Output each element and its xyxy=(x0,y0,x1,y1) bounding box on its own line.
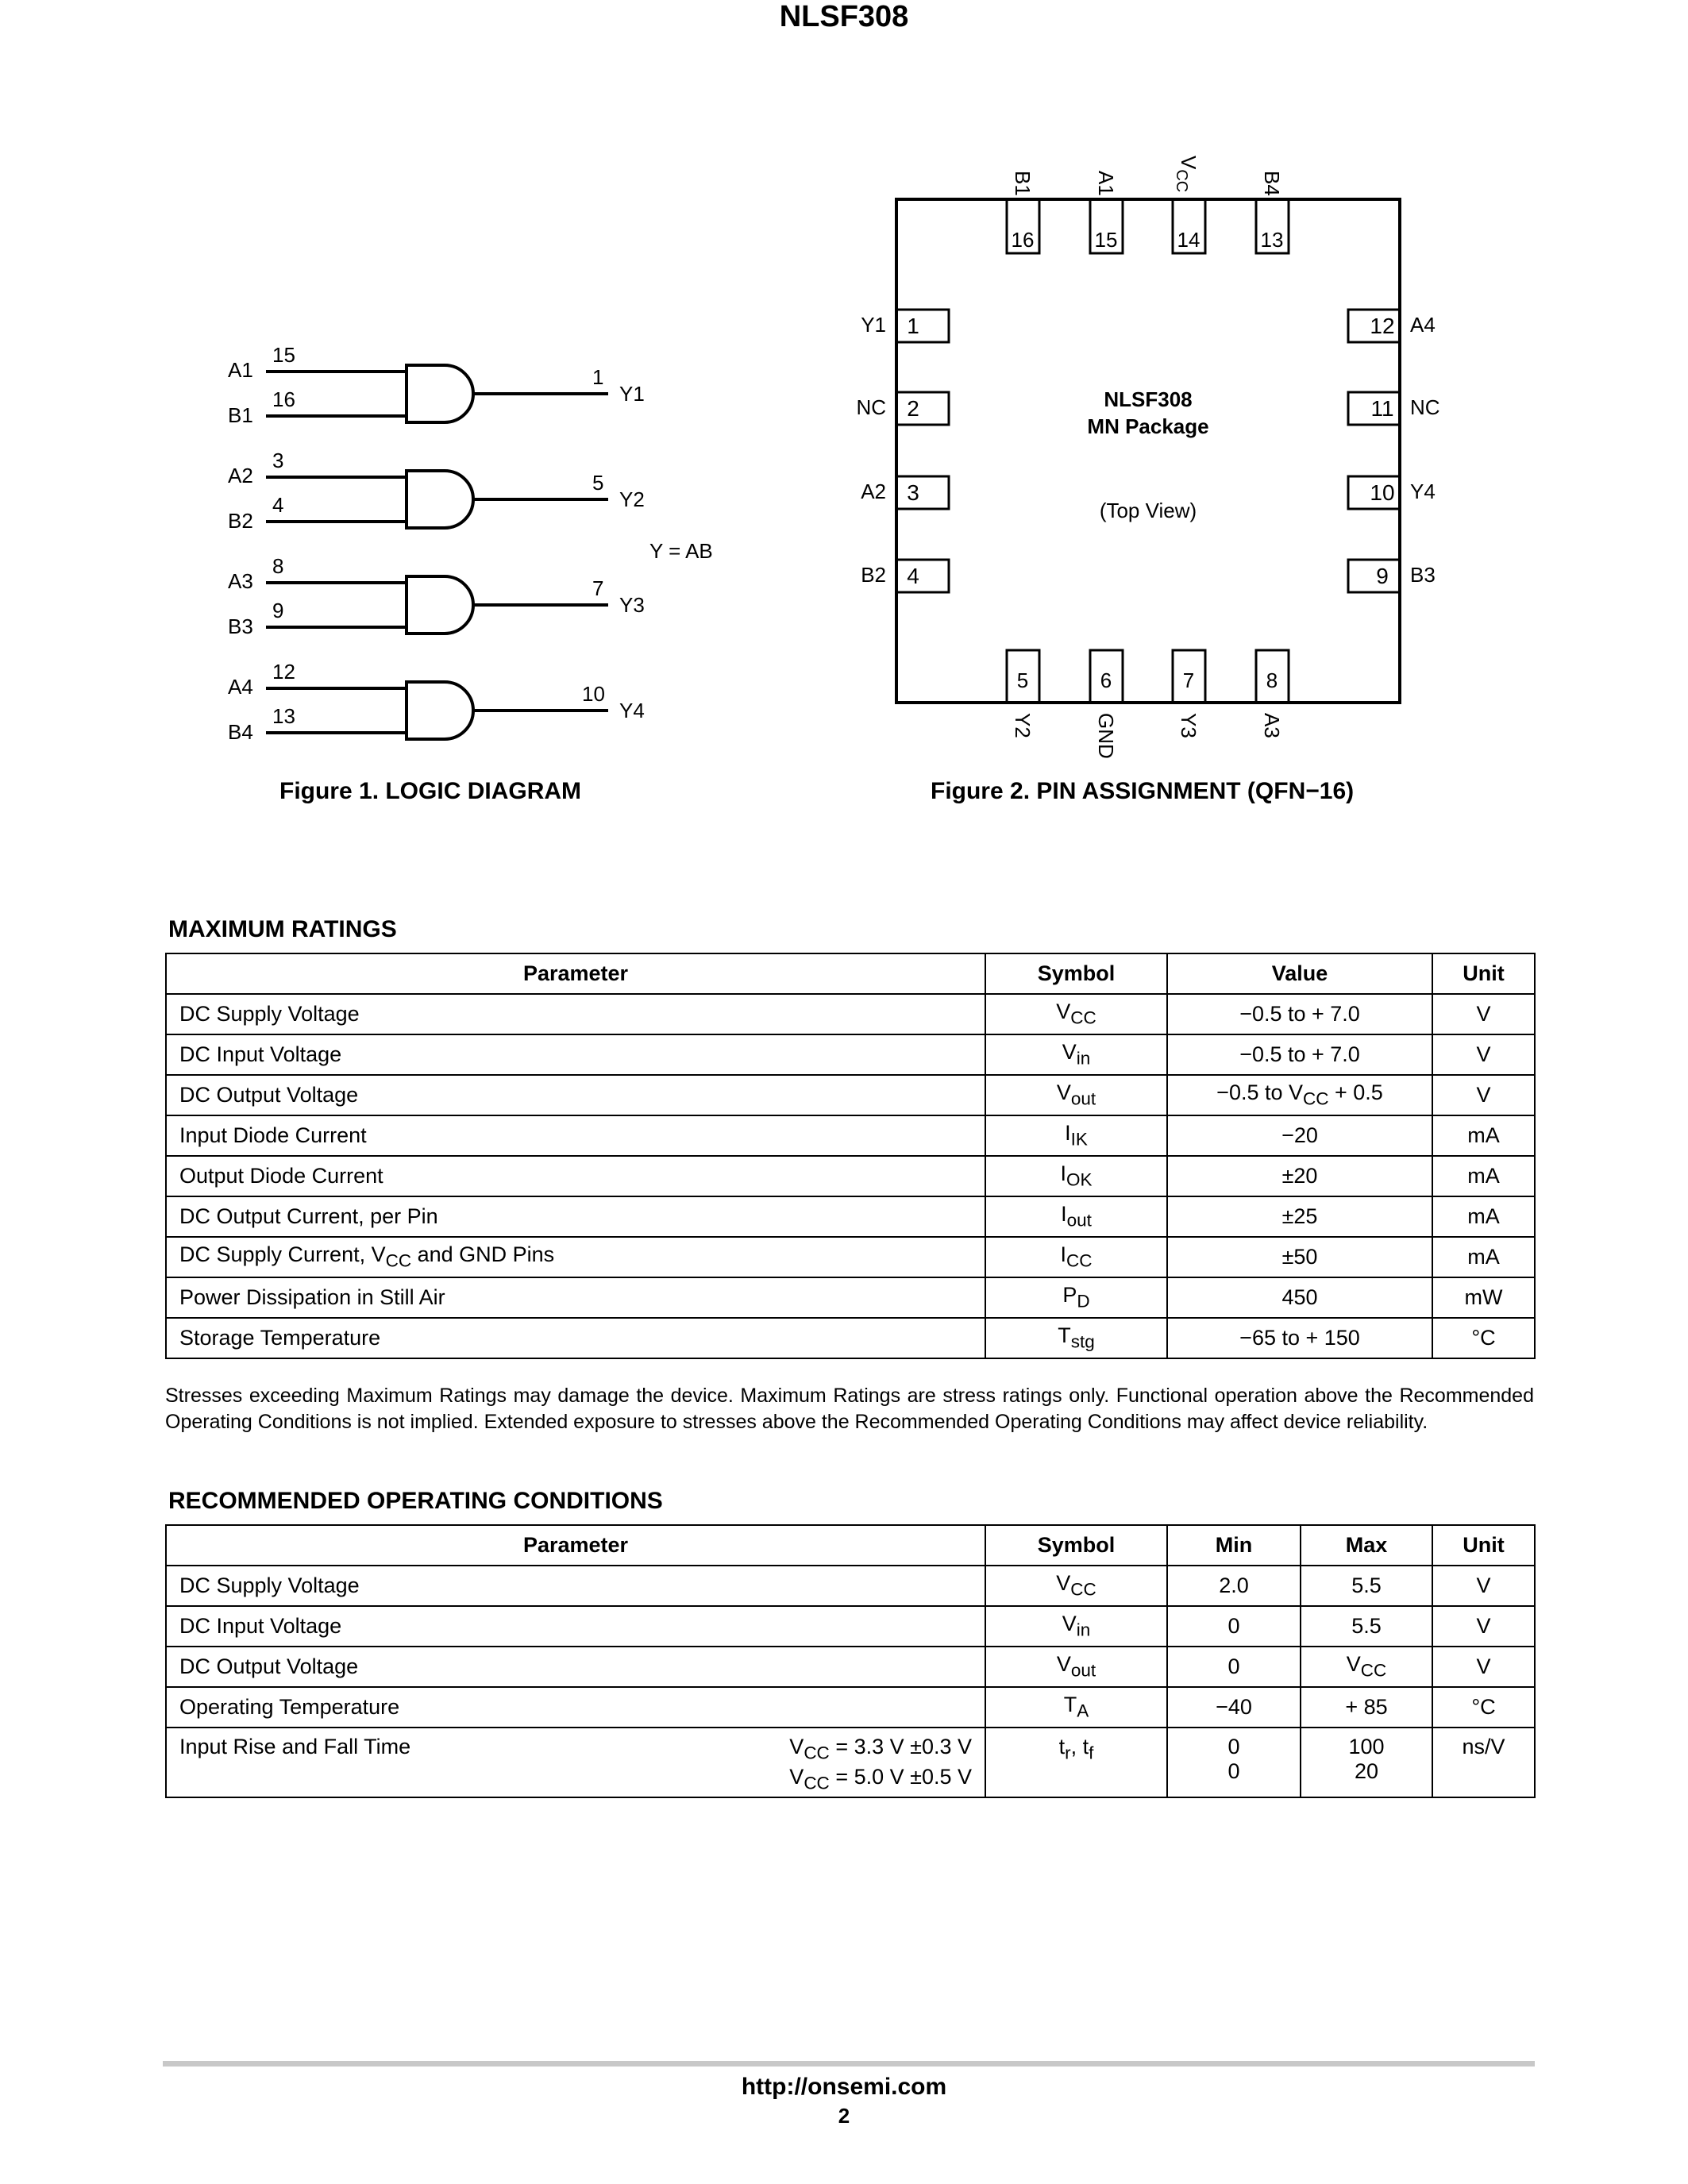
and-gate-2 xyxy=(266,471,608,528)
and-gate-1 xyxy=(266,365,608,422)
gate-pin-number: 1 xyxy=(592,365,604,389)
header-symbol: Symbol xyxy=(985,1525,1167,1566)
table-row: DC Supply Current, $V_{CC}$ and GND Pins $I_{CC}$ ±50 mA xyxy=(166,1237,1535,1277)
gate-input-label: A4 xyxy=(228,675,253,699)
gate-input-label: A3 xyxy=(228,569,253,593)
table-row: DC Output Current, per Pin $I_{out}$ ±25 mA xyxy=(166,1196,1535,1237)
header-parameter: Parameter xyxy=(166,1525,985,1566)
pin-label: B3 xyxy=(1410,563,1436,587)
package-type: MN Package xyxy=(1087,414,1209,438)
gate-output-label: Y2 xyxy=(619,487,645,511)
figure-2-caption: Figure 2. PIN ASSIGNMENT (QFN−16) xyxy=(931,778,1355,804)
rise-fall-conditions: $V_{CC} = 3.3$ V ±0.3 V $V_{CC} = 5.0$ V ±0.5 V xyxy=(789,1735,972,1793)
page-title: NLSF308 xyxy=(779,0,909,33)
header-value: Value xyxy=(1167,953,1432,994)
and-gate-4 xyxy=(266,682,608,739)
header-min: Min xyxy=(1167,1525,1301,1566)
pin-number: 12 xyxy=(1370,314,1395,338)
pin-pad xyxy=(1348,560,1400,592)
pin-label: GND xyxy=(1094,713,1118,759)
pin-number: 2 xyxy=(907,396,919,421)
pin-label: A1 xyxy=(1094,171,1118,196)
pin-number: 7 xyxy=(1182,668,1195,692)
table-row: DC Input Voltage $V_{in}$ −0.5 to + 7.0 V xyxy=(166,1034,1535,1075)
header-max: Max xyxy=(1301,1525,1432,1566)
page-number: 2 xyxy=(838,2104,850,2128)
gate-pin-number: 7 xyxy=(592,576,604,600)
pin-pad xyxy=(896,310,949,342)
gate-input-label: A1 xyxy=(228,358,253,382)
pin-pad xyxy=(896,476,949,509)
pin-label: A3 xyxy=(1260,713,1284,738)
table-row: DC Output Voltage $V_{out}$ 0 $V_{CC}$ V xyxy=(166,1647,1535,1687)
max-ratings-table xyxy=(165,953,1536,1359)
footer-url[interactable]: http://onsemi.com xyxy=(741,2074,947,2100)
pin-number: 9 xyxy=(1376,564,1389,588)
logic-equation: Y = AB xyxy=(649,539,713,563)
gate-output-label: Y4 xyxy=(619,699,645,722)
pin-number: 1 xyxy=(907,314,919,338)
pin-pad xyxy=(896,392,949,425)
gate-pin-number: 16 xyxy=(272,387,295,411)
figures xyxy=(0,0,1688,873)
gate-input-label: B1 xyxy=(228,403,253,427)
table-row: Power Dissipation in Still Air $P_D$ 450 mW xyxy=(166,1277,1535,1318)
rec-conditions-table xyxy=(165,1524,1536,1798)
stress-note: Stresses exceeding Maximum Ratings may damage the device. Maximum Ratings are stress ratings only. Functional operation above the Recommended Operating Conditions is not implied. Extended exposure to stresses above the Recommended Operating Conditions may affect device reliability. xyxy=(165,1385,1534,1433)
pin-label: A2 xyxy=(861,480,886,503)
pin-label: NC xyxy=(1410,395,1440,419)
qfn-package xyxy=(896,199,1400,703)
table-row: Operating Temperature $T_A$ −40 + 85 °C xyxy=(166,1687,1535,1728)
table-row: DC Supply Voltage $V_{CC}$ −0.5 to + 7.0 V xyxy=(166,994,1535,1034)
table-row: Input Diode Current $I_{IK}$ −20 mA xyxy=(166,1115,1535,1156)
pin-label: Y1 xyxy=(861,313,886,337)
pin-label: B2 xyxy=(861,563,886,587)
pin-number: 4 xyxy=(907,564,919,588)
table-header-row xyxy=(166,1525,1535,1566)
table-row: DC Supply Voltage $V_{CC}$ 2.0 5.5 V xyxy=(166,1566,1535,1606)
gate-input-label: B2 xyxy=(228,509,253,533)
logic-diagram xyxy=(266,365,608,739)
gate-pin-number: 13 xyxy=(272,704,295,728)
pin-number: 3 xyxy=(907,480,919,505)
pin-number: 11 xyxy=(1370,396,1394,421)
table-row: DC Output Voltage $V_{out}$ −0.5 to $V_{CC} + 0.5$ V xyxy=(166,1075,1535,1115)
pin-number: 10 xyxy=(1370,480,1395,505)
table-row: DC Input Voltage $V_{in}$ 0 5.5 V xyxy=(166,1606,1535,1647)
table-row: $V_{CC} = 3.3$ V ±0.3 V $V_{CC} = 5.0$ V ±0.5 V Input Rise and Fall Time $t_r$, $t_f$ 0 0 100 20 ns/V xyxy=(166,1728,1535,1797)
pin-label: Y4 xyxy=(1410,480,1436,503)
gate-output-label: Y3 xyxy=(619,593,645,617)
pin-number: 13 xyxy=(1260,228,1284,252)
gate-pin-number: 3 xyxy=(272,449,284,472)
gate-input-label: B4 xyxy=(228,720,253,744)
gate-pin-number: 15 xyxy=(272,343,295,367)
gate-input-label: A2 xyxy=(228,464,253,487)
header-unit: Unit xyxy=(1432,1525,1535,1566)
figure-1-caption: Figure 1. LOGIC DIAGRAM xyxy=(279,778,582,804)
gate-pin-number: 8 xyxy=(272,554,284,578)
gate-output-label: Y1 xyxy=(619,382,645,406)
pin-number: 5 xyxy=(1016,668,1029,692)
pin-label: Y2 xyxy=(1011,713,1035,738)
header-unit: Unit xyxy=(1432,953,1535,994)
rec-conditions-title: RECOMMENDED OPERATING CONDITIONS xyxy=(168,1488,663,1514)
pin-number: 14 xyxy=(1177,228,1200,252)
and-gate-3 xyxy=(266,576,608,634)
pin-label-vcc: $V_{CC}$ xyxy=(1173,156,1200,193)
gate-pin-number: 10 xyxy=(582,682,605,706)
pin-number: 6 xyxy=(1100,668,1112,692)
package-name: NLSF308 xyxy=(1104,387,1193,411)
header-parameter: Parameter xyxy=(166,953,985,994)
table-header-row xyxy=(166,953,1535,994)
pin-number: 8 xyxy=(1266,668,1278,692)
pin-label: Y3 xyxy=(1177,713,1200,738)
gate-pin-number: 12 xyxy=(272,660,295,684)
pin-label: A4 xyxy=(1410,313,1436,337)
pin-label: B4 xyxy=(1260,171,1284,196)
header-symbol: Symbol xyxy=(985,953,1167,994)
gate-input-label: B3 xyxy=(228,614,253,638)
max-ratings-title: MAXIMUM RATINGS xyxy=(168,916,397,942)
pin-label: NC xyxy=(856,395,886,419)
pin-number: 16 xyxy=(1011,228,1035,252)
pin-number: 15 xyxy=(1094,228,1118,252)
gate-pin-number: 5 xyxy=(592,471,604,495)
table-row: Storage Temperature $T_{stg}$ −65 to + 150 °C xyxy=(166,1318,1535,1358)
gate-pin-number: 4 xyxy=(272,493,284,517)
gate-pin-number: 9 xyxy=(272,599,284,622)
table-row: Output Diode Current $I_{OK}$ ±20 mA xyxy=(166,1156,1535,1196)
pin-label: B1 xyxy=(1011,171,1035,196)
package-view: (Top View) xyxy=(1099,499,1197,522)
pin-pad xyxy=(896,560,949,592)
footer-divider xyxy=(163,2061,1535,2067)
package-outline xyxy=(896,199,1400,703)
